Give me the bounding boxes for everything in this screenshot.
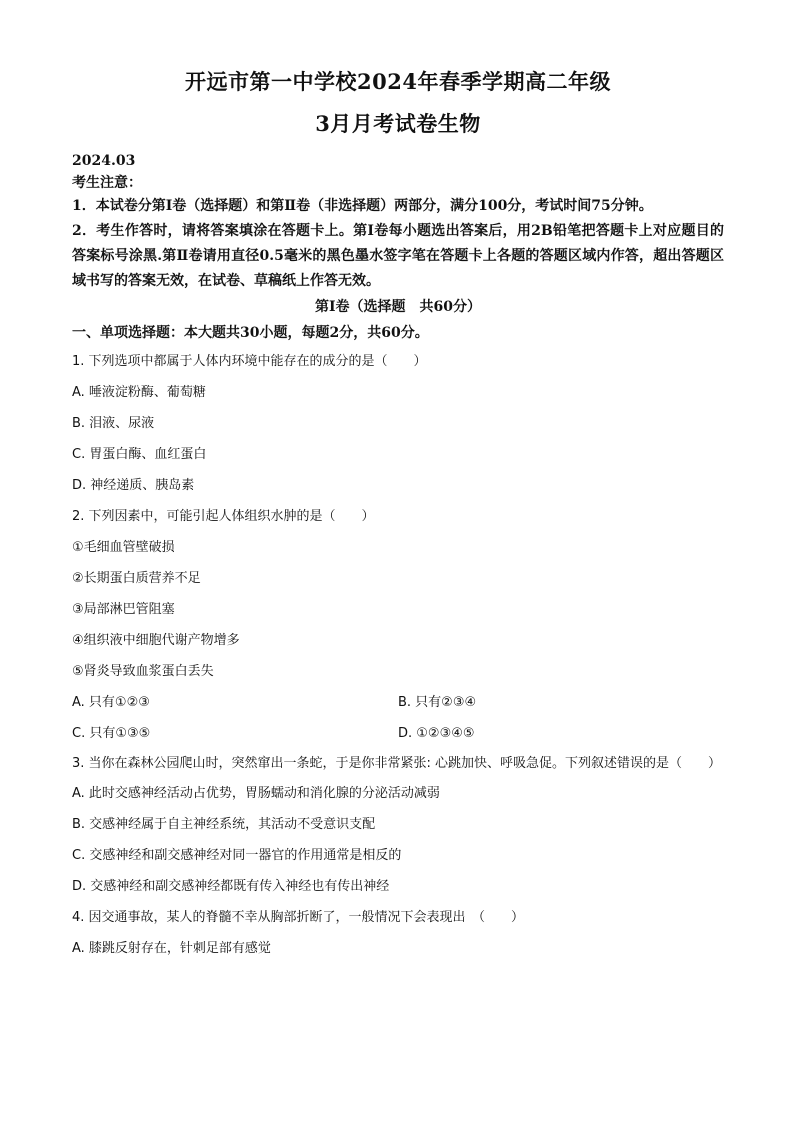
section-title: 第Ⅰ卷（选择题 共60分） [314,299,482,315]
option-row [72,687,724,718]
factor-item: ④组织液中细胞代谢产物增多 [72,633,240,648]
option-row [72,718,724,749]
exam-subtitle: 3月月考试卷生物 [315,111,481,136]
option-c: C. 胃蛋白酶、血红蛋白 [72,447,207,462]
option-d: D. ①②③④⑤ [398,726,475,741]
question-2 [72,501,724,749]
exam-page [72,62,724,964]
factor-item: ②长期蛋白质营养不足 [72,571,201,586]
question-stem: 1. 下列选项中都属于人体内环境中能存在的成分的是（ ） [72,354,427,369]
question-3 [72,749,724,902]
option-c: C. 交感神经和副交感神经对同一器官的作用通常是相反的 [72,848,402,863]
option-b: B. 交感神经属于自主神经系统，其活动不受意识支配 [72,817,376,832]
question-stem: 2. 下列因素中，可能引起人体组织水肿的是（ ） [72,509,375,524]
option-b: B. 只有②③④ [398,695,477,710]
exam-date: 2024.03 [72,153,136,169]
notice-label: 考生注意： [72,175,142,191]
question-stem: 3. 当你在森林公园爬山时，突然窜出一条蛇，于是你非常紧张: 心跳加快、呼吸急促。下列叙述错误的是（ ） [72,756,722,771]
option-b: B. 泪液、尿液 [72,416,155,431]
option-c: C. 只有①③⑤ [72,726,151,741]
exam-title: 开远市第一中学校2024年春季学期高二年级 [185,69,611,94]
option-a: A. 此时交感神经活动占优势，胃肠蠕动和消化腺的分泌活动减弱 [72,786,440,801]
option-a: A. 膝跳反射存在，针刺足部有感觉 [72,941,271,956]
question-stem: 4. 因交通事故，某人的脊髓不幸从胸部折断了，一般情况下会表现出 （ ） [72,910,525,925]
question-1 [72,346,724,501]
note-2: 2．考生作答时，请将答案填涂在答题卡上。第Ⅰ卷每小题选出答案后，用2B铅笔把答题卡上对应题目的答案标号涂黑.第Ⅱ卷请用直径0.5毫米的黑色墨水签字笔在答题卡上各题的答题区域内作答，超出答题区域书写的答案无效，在试卷、草稿纸上作答无效。 [72,223,724,289]
option-d: D. 交感神经和副交感神经都既有传入神经也有传出神经 [72,879,390,894]
option-a: A. 只有①②③ [72,695,150,710]
factor-item: ①毛细血管壁破损 [72,540,175,555]
question-4 [72,902,724,964]
factor-item: ⑤肾炎导致血浆蛋白丢失 [72,664,214,679]
option-d: D. 神经递质、胰岛素 [72,478,195,493]
factor-item: ③局部淋巴管阻塞 [72,602,175,617]
option-a: A. 唾液淀粉酶、葡萄糖 [72,385,206,400]
part-title: 一、单项选择题：本大题共30小题，每题2分，共60分。 [72,325,429,341]
note-1: 1．本试卷分第Ⅰ卷（选择题）和第Ⅱ卷（非选择题）两部分，满分100分，考试时间75分钟。 [72,198,653,214]
